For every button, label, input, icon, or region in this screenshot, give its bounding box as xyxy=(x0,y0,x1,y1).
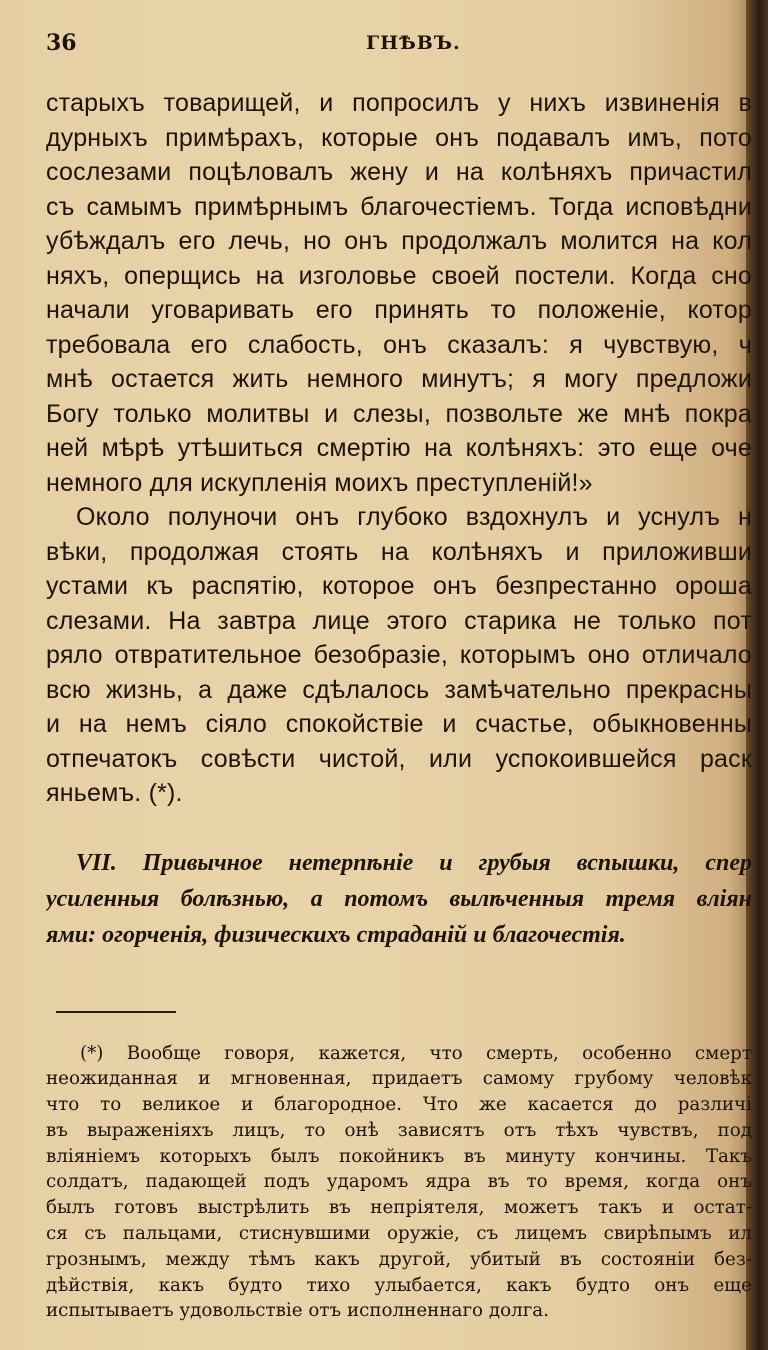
footnote-line: вліяніемъ которыхъ былъ покойникъ въ минуту кончины. Такъ xyxy=(46,1145,752,1167)
footnote-separator xyxy=(56,1011,176,1013)
text-line: ряло отвратительное безобразіе, которымъ оно отличало xyxy=(46,641,752,669)
text-line: старыхъ товарищей, и попросилъ у нихъ извиненія в xyxy=(46,89,752,117)
text-line: и на немъ сіяло спокойствіе и счастье, обыкновенны xyxy=(46,710,752,738)
footnote xyxy=(46,1041,752,1325)
text-line: убѣждалъ его лечь, но онъ продолжалъ молится на кол xyxy=(46,227,752,255)
text-line: ней мѣрѣ утѣшиться смертію на колѣняхъ: это еще оче xyxy=(46,434,752,462)
heading-line: усиленныя болѣзнью, а потомъ вылѣченныя тремя вліян xyxy=(46,885,752,912)
footnote-line: испытываетъ удовольствіе отъ исполненнаго долга. xyxy=(46,1300,550,1322)
text-line: Около полуночи онъ глубоко вздохнулъ и уснулъ н xyxy=(76,503,752,531)
footnote-line: ся съ пальцами, стиснувшими оружіе, съ лицемъ свирѣпымъ ил xyxy=(46,1223,752,1245)
text-line: няхъ, оперщись на изголовье своей постели. Когда сно xyxy=(46,261,752,290)
text-line: сослезами поцѣловалъ жену и на колѣняхъ причастил xyxy=(46,158,752,186)
text-line: устами къ распятію, которое онъ безпрестанно ороша xyxy=(46,572,752,600)
footnote-line: (*) Вообще говоря, кажется, что смерть, особенно смерт xyxy=(80,1042,752,1064)
paragraph-1 xyxy=(46,86,752,500)
text-line: немного для искупленія моихъ преступленій!» xyxy=(46,468,593,497)
page-header xyxy=(46,30,752,68)
footnote-line: въ выраженіяхъ лицъ, то онѣ зависятъ отъ тѣхъ чувствъ, под xyxy=(46,1119,752,1141)
text-line: дурныхъ примѣрахъ, которые онъ подавалъ имъ, пото xyxy=(46,123,752,152)
section-heading xyxy=(46,845,752,953)
text-line: требовала его слабость, онъ сказалъ: я чувствую, ч xyxy=(46,330,752,359)
heading-line: VII. Привычное нетерпѣніе и грубыя вспышки, спер xyxy=(76,849,752,876)
text-line: яньемъ. (*). xyxy=(46,779,183,807)
text-line: съ самымъ примѣрнымъ благочестіемъ. Тогда исповѣдни xyxy=(46,192,752,221)
footnote-line: дѣйствія, какъ будто тихо улыбается, какъ будто онъ еще xyxy=(46,1274,752,1296)
text-line: вѣки, продолжая стоять на колѣняхъ и приложивши xyxy=(46,537,752,566)
text-line: отпечатокъ совѣсти чистой, или успокоившейся раск xyxy=(46,744,752,773)
text-line: начали уговаривать его принять то положеніе, котор xyxy=(46,296,752,324)
book-page xyxy=(46,30,752,1330)
footnote-line: грознымъ, между тѣмъ какъ другой, убитый въ состояніи без- xyxy=(46,1248,752,1270)
footnote-line: неожиданная и мгновенная, придаетъ самому грубому человѣк xyxy=(46,1068,752,1090)
text-line: слезами. На завтра лице этого старика не только пот xyxy=(46,606,752,635)
text-line: мнѣ остается жить немного минутъ; я могу предложи xyxy=(46,365,752,393)
heading-line: ями: огорченія, физическихъ страданій и благочестія. xyxy=(46,921,626,948)
page-number: 36 xyxy=(46,30,77,56)
text-line: Богу только молитвы и слезы, позвольте же мнѣ покра xyxy=(46,399,752,428)
text-line: всю жизнь, а даже сдѣлалось замѣчательно прекрасны xyxy=(46,675,752,704)
footnote-line: что то великое и благородное. Что же касается до различі xyxy=(46,1094,752,1116)
main-text xyxy=(46,86,752,811)
paragraph-2 xyxy=(46,500,752,811)
footnote-line: солдатъ, падающей подъ ударомъ ядра въ то время, когда онъ xyxy=(46,1171,752,1193)
running-title: ГНѢВЪ. xyxy=(366,32,461,54)
footnote-line: былъ готовъ выстрѣлить въ непріятеля, можетъ такъ и остат- xyxy=(46,1197,752,1219)
